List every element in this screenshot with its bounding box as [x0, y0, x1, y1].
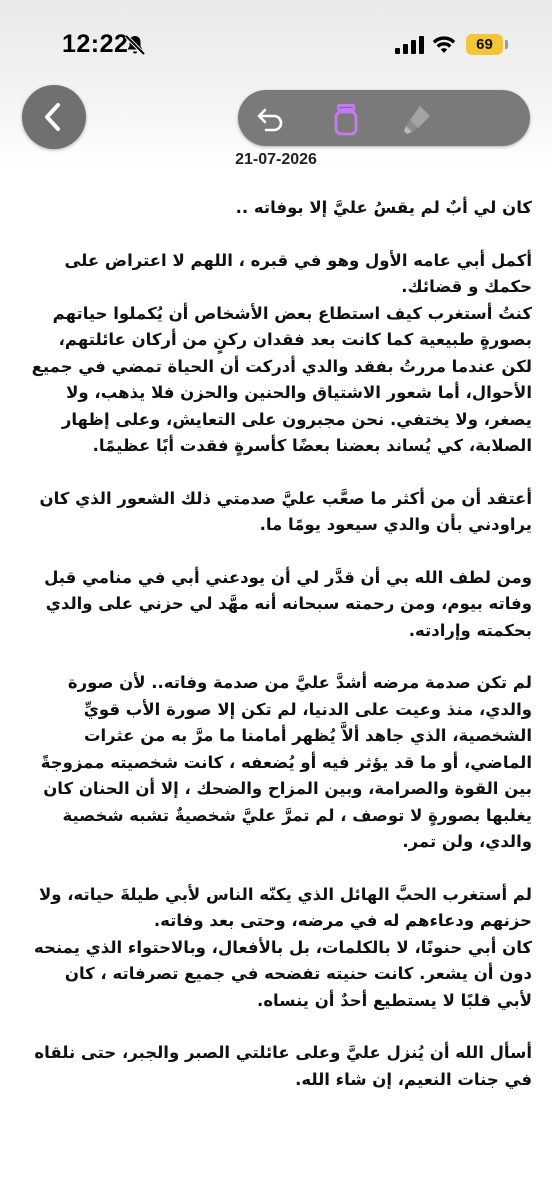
battery-tip — [505, 40, 508, 49]
note-body — [24, 195, 532, 1119]
paragraph-4 — [24, 565, 532, 645]
text-line: أسأل الله أن يُنزل عليَّ وعلى عائلتي الصبر والجبر، حتى نلقاه في جنات النعيم، إن شاء الله. — [34, 1043, 532, 1089]
bell-off-icon — [123, 33, 147, 57]
paragraph-6 — [24, 882, 532, 1015]
undo-icon[interactable] — [248, 98, 288, 138]
paragraph-1 — [24, 195, 532, 222]
text-line: كنتُ أستغرب كيف استطاع بعض الأشخاص أن يُكملوا حياتهم بصورةٍ طبيعية كما كانت بعد فقدان ركنٍ من أركان عائلتهم، لكن عندما مررتُ بفقد والدي أدركت أن الحياة تمضي في جميع الأحوال، أما شعور الاشتياق والحنين والحزن فلا يذهب، ولا يصغر، ولا يختفي. نحن مجبرون على التعايش، وعلى إظهار الصلابة، كي يُساند بعضنا بعضًا كأسرةٍ فقدت أبًا عظيمًا. — [31, 303, 532, 455]
note-date: 21-07-2026 — [235, 151, 317, 168]
back-button[interactable] — [22, 85, 86, 149]
markup-toolbar — [238, 90, 530, 146]
text-line: ومن لطف الله بي أن قدَّر لي أن يودعني أبي في منامي قبل وفاته بيوم، ومن رحمته سبحانه أنه مهَّد لي حزني على والدي بحكمته وإرادته. — [44, 567, 532, 640]
clock: 12:22 — [62, 30, 129, 58]
text-line: لم أستغرب الحبَّ الهائل الذي يكنّه الناس لأبي طيلةَ حياته، ولا حزنهم ودعاءهم له في مرضه، وحتى بعد وفاته. — [38, 884, 532, 930]
paragraph-7 — [24, 1040, 532, 1093]
eraser-icon[interactable] — [326, 98, 366, 138]
status-bar — [0, 0, 552, 80]
text-line: أكمل أبي عامه الأول وهو في قبره ، اللهم لا اعتراض على حكمك و قضائك. — [64, 250, 532, 296]
paragraph-2 — [24, 248, 532, 460]
battery-level: 69 — [466, 34, 503, 55]
text-line: لم تكن صدمة مرضه أشدَّ عليَّ من صدمة وفاته.. لأن صورة والدي، منذ وعيت على الدنيا، لم تكن إلا صورة الأب قويِّ الشخصية، الذي جاهد ألاَّ يُظهر أمامنا ما مرَّ به من عثرات الماضي، أو ما قد يؤثر فيه أو يُضعفه ، كانت شخصيته ممزوجةً بين القوة والصرامة، وبين المزاح والضحك ، إلا أن الحنان كان يغلبها بصورةٍ لا توصف ، لم تمرَّ عليَّ شخصيةٌ تشبه شخصية والدي، ولن تمر. — [40, 673, 532, 851]
text-line: كان أبي حنونًا، لا بالكلمات، بل بالأفعال، وبالاحتواء الذي يمنحه دون أن يشعر. كانت حنيته تفضحه في جميع تصرفاته ، كان لأبي قلبًا لا يستطيع أحدٌ أن ينساه. — [34, 937, 532, 1010]
paragraph-3 — [24, 486, 532, 539]
chevron-left-icon — [40, 101, 68, 133]
paragraph-5 — [24, 670, 532, 856]
highlighter-icon[interactable] — [398, 98, 438, 138]
text-line: كان لي أبٌ لم يقسُ عليَّ إلا بوفاته .. — [235, 198, 532, 217]
text-line: أعتقد أن من أكثر ما صعَّب عليَّ صدمتي ذلك الشعور الذي كان يراودني بأن والدي سيعود يومًا ما. — [39, 488, 532, 534]
wifi-icon — [432, 34, 456, 54]
cellular-signal-icon — [395, 36, 425, 54]
